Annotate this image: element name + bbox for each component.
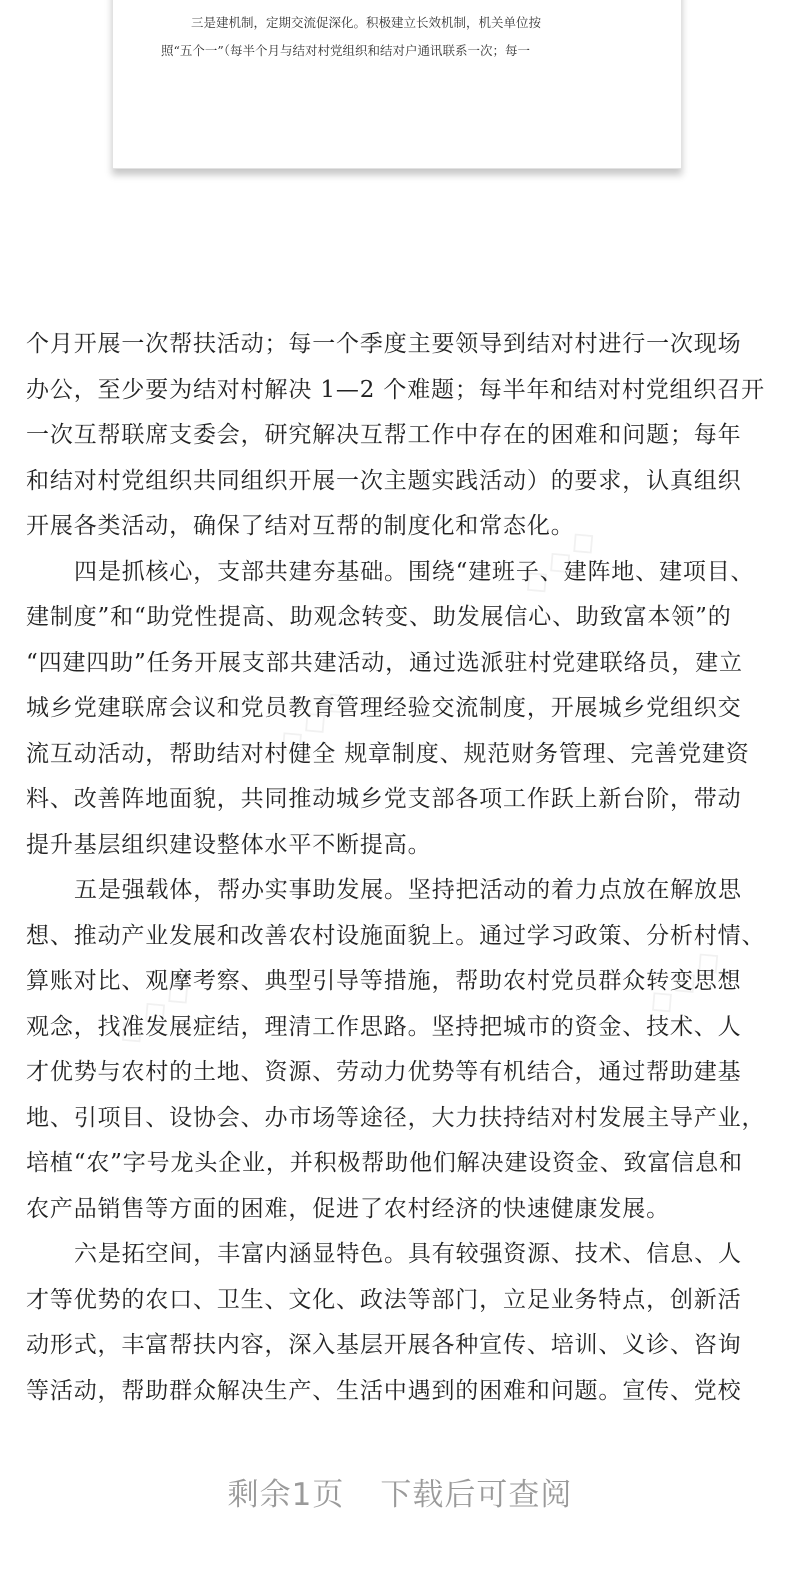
text-line: 动形式，丰富帮扶内容，深入基层开展各种宣传、培训、义诊、咨询 <box>26 1332 742 1358</box>
text-line: 开展各类活动，确保了结对互帮的制度化和常态化。 <box>26 513 575 539</box>
document-body <box>26 322 786 1414</box>
paragraph-space <box>26 1232 786 1414</box>
page-preview-card <box>112 0 682 169</box>
text-line: 城乡党建联席会议和党员教育管理经验交流制度，开展城乡党组织交 <box>26 695 742 721</box>
text-line: 流互动活动，帮助结对村健全 规章制度、规范财务管理、完善党建资 <box>26 740 750 767</box>
text-line: 观念，找准发展症结，理清工作思路。坚持把城市的资金、技术、人 <box>26 1013 742 1040</box>
download-prompt[interactable] <box>0 1469 800 1514</box>
text-line: 地、引项目、设协会、办市场等途径，大力扶持结对村发展主导产业， <box>26 1104 766 1131</box>
text-line: 想、推动产业发展和改善农村设施面貌上。通过学习政策、分析村情、 <box>26 922 766 949</box>
text-line: 农产品销售等方面的困难，促进了农村经济的快速健康发展。 <box>26 1195 670 1222</box>
text-line: 等活动，帮助群众解决生产、生活中遇到的困难和问题。宣传、党校 <box>26 1377 742 1404</box>
preview-text-line: 三是建机制，定期交流促深化。积极建立长效机制，机关单位按 <box>191 15 542 30</box>
watermark-icon: ◇◇◇ <box>637 935 733 1025</box>
watermark-icon: ◇◇◇ <box>107 965 203 1055</box>
text-line: 和结对村党组织共同组织开展一次主题实践活动）的要求，认真组织 <box>26 467 742 494</box>
text-line: 料、改善阵地面貌，共同推动城乡党支部各项工作跃上新台阶，带动 <box>26 786 742 812</box>
text-line: 五是强载体，帮办实事助发展。坚持把活动的着力点放在解放思 <box>74 877 742 903</box>
text-line: 建制度”和“助党性提高、助观念转变、助发展信心、助致富本领”的 <box>26 604 732 630</box>
preview-text-line: 照“五个一”（每半个月与结对村党组织和结对户通讯联系一次；每一 <box>161 43 531 58</box>
text-line: 才等优势的农口、卫生、文化、政法等部门，立足业务特点，创新活 <box>26 1286 742 1313</box>
remaining-pages-label: 剩余1页 <box>227 1477 345 1513</box>
text-line: 提升基层组织建设整体水平不断提高。 <box>26 831 432 858</box>
watermark-icon: ◇◇◇ <box>512 515 608 605</box>
text-line: 六是拓空间，丰富内涵显特色。具有较强资源、技术、信息、人 <box>74 1241 742 1267</box>
paragraph-core <box>26 550 786 869</box>
watermark-icon: ◇◇◇ <box>267 675 363 765</box>
text-line: 四是抓核心，支部共建夯基础。围绕“建班子、建阵地、建项目、 <box>74 558 755 585</box>
text-line: 办公，至少要为结对村解决 1—2 个难题；每半年和结对村党组织召开 <box>26 376 765 403</box>
text-line: 才优势与农村的土地、资源、劳动力优势等有机结合，通过帮助建基 <box>26 1059 742 1085</box>
text-line: 个月开展一次帮扶活动；每一个季度主要领导到结对村进行一次现场 <box>26 331 742 357</box>
text-line: “四建四助”任务开展支部共建活动，通过选派驻村党建联络员，建立 <box>26 649 743 676</box>
download-to-view-label: 下载后可查阅 <box>380 1477 573 1513</box>
text-line: 一次互帮联席支委会，研究解决互帮工作中存在的困难和问题；每年 <box>26 422 742 448</box>
paragraph-carrier <box>26 868 786 1232</box>
paragraph-mechanism <box>26 322 786 550</box>
text-line: 培植“农”字号龙头企业，并积极帮助他们解决建设资金、致富信息和 <box>26 1150 743 1176</box>
text-line: 算账对比、观摩考察、典型引导等措施，帮助农村党员群众转变思想 <box>26 968 742 994</box>
